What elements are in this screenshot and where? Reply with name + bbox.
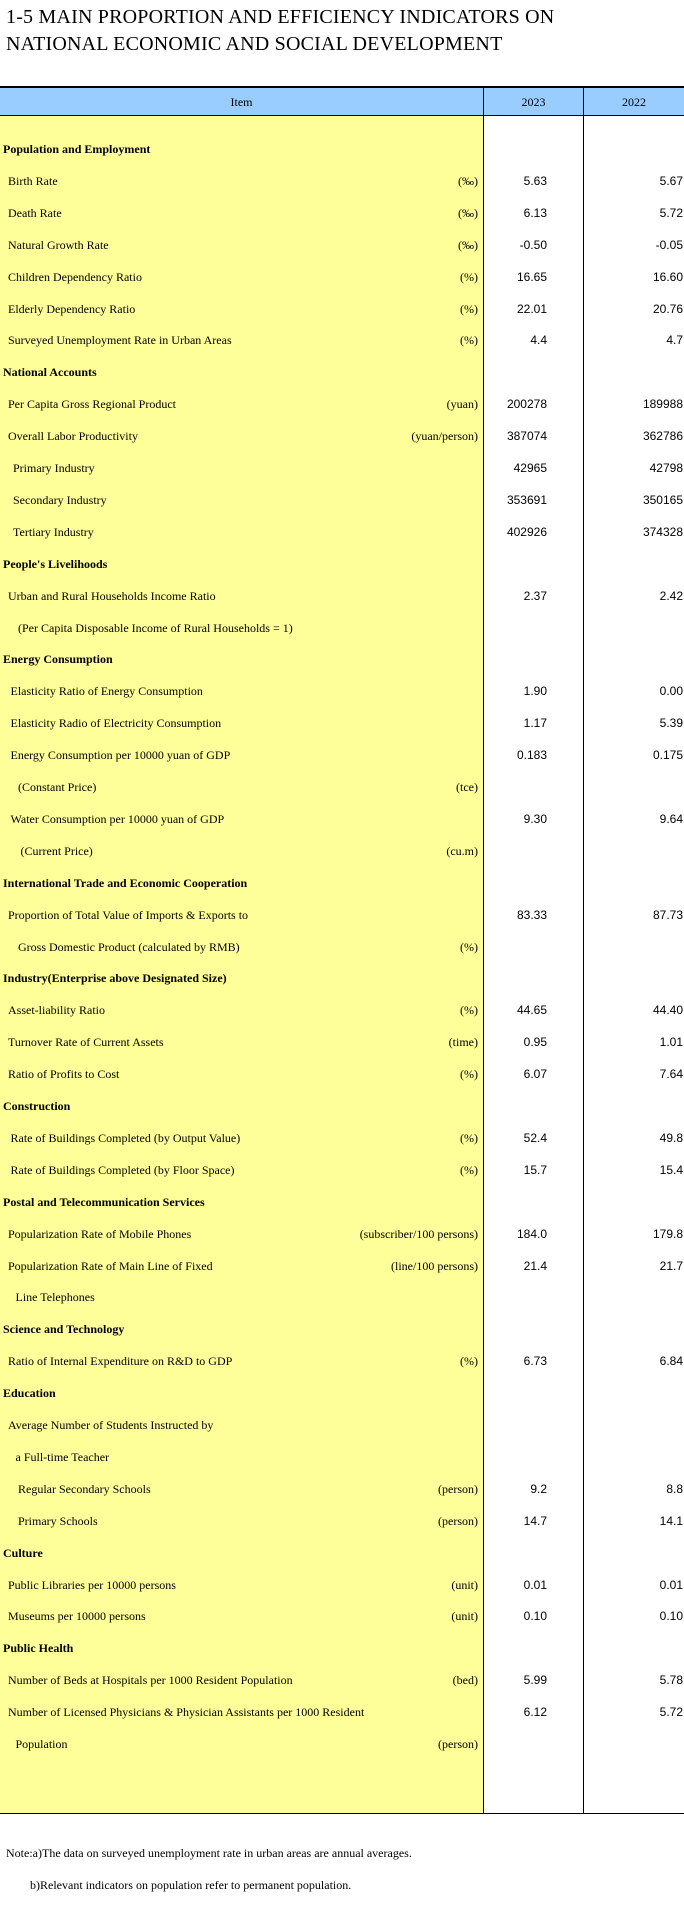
value-2022: 49.8 bbox=[659, 1130, 683, 1145]
section-header-row bbox=[0, 1537, 684, 1569]
indicator-unit: (‰) bbox=[458, 205, 478, 220]
indicator-label: Regular Secondary Schools bbox=[18, 1481, 151, 1496]
section-title: Culture bbox=[3, 1545, 43, 1560]
indicator-label: Average Number of Students Instructed by bbox=[8, 1418, 214, 1432]
indicator-label: Children Dependency Ratio bbox=[8, 269, 142, 284]
table-row bbox=[0, 1250, 684, 1282]
table-row bbox=[0, 484, 684, 516]
indicator-label: Urban and Rural Households Income Ratio bbox=[8, 588, 216, 603]
indicator-label: Ratio of Profits to Cost bbox=[8, 1067, 120, 1082]
value-2022: 189988 bbox=[642, 397, 683, 412]
value-2023: 6.13 bbox=[523, 205, 547, 220]
section-title: People's Livelihoods bbox=[3, 556, 108, 571]
indicator-unit: (%) bbox=[460, 1067, 478, 1082]
value-2023: 387074 bbox=[506, 429, 547, 444]
indicator-unit: (%) bbox=[460, 1162, 478, 1177]
indicator-label: Primary Schools bbox=[18, 1513, 98, 1528]
section-title: Construction bbox=[3, 1099, 71, 1113]
indicator-label: Line Telephones bbox=[15, 1290, 95, 1305]
indicator-label: Population bbox=[15, 1737, 68, 1751]
indicator-label: Museums per 10000 persons bbox=[8, 1609, 146, 1624]
section-title: Energy Consumption bbox=[3, 652, 113, 667]
value-2023: 200278 bbox=[506, 397, 547, 412]
section-header-row bbox=[0, 867, 684, 899]
table-row bbox=[0, 931, 684, 963]
indicator-label: Number of Beds at Hospitals per 1000 Resident Population bbox=[8, 1673, 293, 1688]
value-2023: 16.65 bbox=[516, 269, 547, 284]
section-header-row bbox=[0, 1632, 684, 1664]
footnote-a: Note:a)The data on surveyed unemployment rate in urban areas are annual averages. bbox=[6, 1846, 412, 1860]
indicator-label: (Per Capita Disposable Income of Rural Households = 1) bbox=[18, 620, 293, 635]
table-row bbox=[0, 707, 684, 739]
value-2023: -0.50 bbox=[519, 237, 547, 252]
value-2022: 42798 bbox=[649, 461, 683, 475]
indicator-label: Primary Industry bbox=[13, 461, 95, 475]
section-title: Postal and Telecommunication Services bbox=[3, 1194, 205, 1209]
value-2022: 1.01 bbox=[659, 1035, 683, 1050]
section-title: National Accounts bbox=[3, 365, 97, 380]
value-2023: 353691 bbox=[506, 492, 547, 507]
table-row bbox=[0, 739, 684, 771]
indicator-label: Birth Rate bbox=[8, 173, 58, 188]
value-2022: 8.8 bbox=[666, 1481, 683, 1496]
value-2022: 350165 bbox=[642, 492, 683, 507]
indicator-unit: (tce) bbox=[456, 780, 478, 794]
value-2022: 15.4 bbox=[659, 1162, 683, 1177]
value-2022: 5.72 bbox=[659, 205, 683, 220]
value-2022: 5.39 bbox=[659, 716, 683, 731]
section-title: Industry(Enterprise above Designated Size) bbox=[3, 971, 227, 986]
value-2023: 6.12 bbox=[523, 1705, 547, 1720]
value-2023: 52.4 bbox=[523, 1130, 547, 1145]
header-divider bbox=[583, 88, 584, 116]
value-2023: 9.2 bbox=[530, 1481, 547, 1496]
value-2023: 5.63 bbox=[523, 173, 547, 188]
section-title: Public Health bbox=[3, 1641, 74, 1656]
indicator-unit: (%) bbox=[460, 1003, 478, 1018]
indicator-label: Per Capita Gross Regional Product bbox=[8, 397, 176, 412]
table-row bbox=[0, 452, 684, 484]
indicator-label: Energy Consumption per 10000 yuan of GDP bbox=[10, 748, 231, 763]
section-header-row bbox=[0, 1186, 684, 1218]
table-row bbox=[0, 516, 684, 548]
value-2022: 44.40 bbox=[652, 1003, 683, 1018]
indicator-label: a Full-time Teacher bbox=[15, 1449, 110, 1464]
section-header-row bbox=[0, 133, 684, 165]
value-2022: 0.01 bbox=[659, 1577, 683, 1592]
indicator-unit: (person) bbox=[438, 1513, 478, 1528]
value-2022: 179.8 bbox=[652, 1226, 683, 1241]
table-row bbox=[0, 1122, 684, 1154]
value-2022: 0.10 bbox=[659, 1609, 683, 1624]
section-title: Population and Employment bbox=[3, 142, 151, 156]
indicator-label: (Current Price) bbox=[20, 843, 93, 858]
indicator-unit: (yuan/person) bbox=[411, 429, 478, 444]
page-title bbox=[6, 4, 554, 58]
value-2023: 42965 bbox=[513, 461, 547, 475]
table-row bbox=[0, 165, 684, 197]
indicator-unit: (‰) bbox=[458, 173, 478, 188]
header-year-2022: 2022 bbox=[622, 95, 646, 109]
value-2023: 44.65 bbox=[516, 1003, 547, 1018]
indicator-label: Number of Licensed Physicians & Physician Assistants per 1000 Resident bbox=[8, 1705, 365, 1720]
table-row bbox=[0, 1728, 684, 1760]
value-2022: 2.42 bbox=[659, 588, 683, 603]
value-2023: 5.99 bbox=[523, 1673, 547, 1688]
table-bottom-border bbox=[0, 1813, 684, 1814]
indicator-unit: (%) bbox=[460, 269, 478, 284]
indicator-unit: (unit) bbox=[451, 1577, 478, 1592]
indicator-label: Natural Growth Rate bbox=[8, 237, 109, 252]
value-2022: 362786 bbox=[642, 429, 683, 444]
indicator-unit: (%) bbox=[460, 301, 478, 316]
table-row bbox=[0, 1345, 684, 1377]
table-header bbox=[0, 86, 684, 116]
table-row bbox=[0, 1218, 684, 1250]
value-2022: 87.73 bbox=[652, 907, 683, 922]
table-row bbox=[0, 675, 684, 707]
table-row bbox=[0, 771, 684, 803]
indicators-table bbox=[0, 86, 684, 1814]
indicator-label: Public Libraries per 10000 persons bbox=[8, 1577, 176, 1592]
indicator-label: Popularization Rate of Main Line of Fixed bbox=[8, 1258, 213, 1273]
value-2023: 9.30 bbox=[523, 811, 547, 826]
table-row bbox=[0, 835, 684, 867]
value-2022: 20.76 bbox=[652, 301, 683, 316]
section-title: Science and Technology bbox=[3, 1322, 125, 1337]
value-2023: 2.37 bbox=[523, 588, 547, 603]
value-2023: 1.90 bbox=[523, 684, 547, 699]
indicator-label: Elderly Dependency Ratio bbox=[8, 301, 136, 316]
indicator-label: Popularization Rate of Mobile Phones bbox=[8, 1226, 192, 1241]
table-row bbox=[0, 899, 684, 931]
indicator-label: Elasticity Radio of Electricity Consumption bbox=[10, 716, 222, 731]
value-2023: 0.01 bbox=[523, 1577, 547, 1592]
table-row bbox=[0, 612, 684, 644]
header-year-2023: 2023 bbox=[521, 95, 546, 109]
value-2022: 0.175 bbox=[652, 748, 683, 763]
table-row bbox=[0, 1154, 684, 1186]
indicator-label: Water Consumption per 10000 yuan of GDP bbox=[10, 811, 225, 826]
indicator-unit: (unit) bbox=[451, 1609, 478, 1624]
header-divider bbox=[483, 88, 484, 116]
indicator-unit: (person) bbox=[438, 1737, 478, 1751]
table-row bbox=[0, 1505, 684, 1537]
section-header-row bbox=[0, 1313, 684, 1345]
indicator-label: (Constant Price) bbox=[18, 780, 97, 794]
indicator-label: Elasticity Ratio of Energy Consumption bbox=[10, 684, 203, 699]
header-item: Item bbox=[230, 95, 253, 109]
value-2023: 4.4 bbox=[530, 333, 547, 348]
table-row bbox=[0, 1281, 684, 1313]
indicator-label: Secondary Industry bbox=[13, 492, 107, 507]
indicator-label: Rate of Buildings Completed (by Output Value) bbox=[10, 1130, 241, 1145]
value-2023: 0.95 bbox=[523, 1035, 547, 1050]
value-2022: 0.00 bbox=[659, 684, 683, 699]
value-2022: 9.64 bbox=[659, 811, 683, 826]
table-row bbox=[0, 324, 684, 356]
table-row bbox=[0, 261, 684, 293]
table-row bbox=[0, 1664, 684, 1696]
section-title: International Trade and Economic Cooperation bbox=[3, 875, 248, 890]
indicator-unit: (‰) bbox=[458, 237, 478, 252]
table-row bbox=[0, 197, 684, 229]
value-2022: 6.84 bbox=[659, 1354, 683, 1369]
section-title: Education bbox=[3, 1386, 56, 1401]
indicator-label: Rate of Buildings Completed (by Floor Space) bbox=[10, 1162, 235, 1177]
value-2023: 0.183 bbox=[516, 748, 547, 763]
value-2023: 83.33 bbox=[516, 907, 547, 922]
table-row bbox=[0, 229, 684, 261]
table-row bbox=[0, 1600, 684, 1632]
table-row bbox=[0, 1696, 684, 1728]
value-2023: 14.7 bbox=[523, 1513, 547, 1528]
value-2023: 184.0 bbox=[516, 1226, 547, 1241]
indicator-unit: (%) bbox=[460, 1130, 478, 1145]
value-2023: 1.17 bbox=[523, 716, 547, 731]
section-header-row bbox=[0, 356, 684, 388]
value-2022: 14.1 bbox=[659, 1513, 683, 1528]
indicator-unit: (%) bbox=[460, 1354, 478, 1369]
table-row bbox=[0, 1409, 684, 1441]
table-row bbox=[0, 1473, 684, 1505]
section-header-row bbox=[0, 548, 684, 580]
table-row bbox=[0, 1569, 684, 1601]
title-line-2: NATIONAL ECONOMIC AND SOCIAL DEVELOPMENT bbox=[6, 33, 503, 55]
indicator-label: Ratio of Internal Expenditure on R&D to GDP bbox=[8, 1354, 233, 1369]
table-row bbox=[0, 580, 684, 612]
indicator-unit: (subscriber/100 persons) bbox=[359, 1226, 478, 1241]
value-2023: 6.73 bbox=[523, 1354, 547, 1369]
value-2022: -0.05 bbox=[655, 237, 683, 252]
value-2022: 5.72 bbox=[659, 1705, 683, 1720]
indicator-unit: (%) bbox=[460, 939, 478, 954]
value-2023: 15.7 bbox=[523, 1162, 547, 1177]
section-header-row bbox=[0, 962, 684, 994]
value-2023: 22.01 bbox=[516, 301, 547, 316]
value-2022: 5.78 bbox=[659, 1673, 683, 1688]
indicator-unit: (time) bbox=[448, 1035, 478, 1050]
section-header-row bbox=[0, 643, 684, 675]
table-row bbox=[0, 994, 684, 1026]
value-2023: 0.10 bbox=[523, 1609, 547, 1624]
indicator-unit: (person) bbox=[438, 1481, 478, 1496]
indicator-label: Proportion of Total Value of Imports & Exports to bbox=[8, 907, 249, 922]
table-row bbox=[0, 803, 684, 835]
table-row bbox=[0, 1441, 684, 1473]
table-row bbox=[0, 420, 684, 452]
footnote-b: b)Relevant indicators on population refer to permanent population. bbox=[30, 1878, 352, 1892]
indicator-label: Death Rate bbox=[8, 205, 62, 220]
value-2023: 6.07 bbox=[523, 1067, 547, 1082]
table-row bbox=[0, 1026, 684, 1058]
value-2022: 16.60 bbox=[652, 269, 683, 284]
indicator-label: Gross Domestic Product (calculated by RMB) bbox=[18, 939, 240, 954]
value-2023: 402926 bbox=[506, 524, 547, 539]
indicator-label: Asset-liability Ratio bbox=[8, 1003, 105, 1018]
value-2022: 7.64 bbox=[659, 1067, 683, 1082]
indicator-label: Turnover Rate of Current Assets bbox=[8, 1035, 164, 1050]
indicator-unit: (bed) bbox=[452, 1673, 478, 1688]
indicator-unit: (yuan) bbox=[446, 397, 478, 412]
value-2022: 374328 bbox=[642, 524, 683, 539]
section-header-row bbox=[0, 1090, 684, 1122]
indicator-label: Tertiary Industry bbox=[13, 524, 94, 539]
table-row bbox=[0, 293, 684, 325]
section-header-row bbox=[0, 1377, 684, 1409]
table-row bbox=[0, 1058, 684, 1090]
value-2022: 5.67 bbox=[659, 173, 683, 188]
indicator-unit: (line/100 persons) bbox=[391, 1258, 478, 1273]
value-2023: 21.4 bbox=[523, 1258, 547, 1273]
table-row bbox=[0, 388, 684, 420]
value-2022: 21.7 bbox=[659, 1258, 683, 1273]
indicator-label: Overall Labor Productivity bbox=[8, 429, 138, 444]
indicator-unit: (%) bbox=[460, 333, 478, 348]
value-2022: 4.7 bbox=[666, 333, 683, 348]
title-line-1: 1-5 MAIN PROPORTION AND EFFICIENCY INDICATORS ON bbox=[6, 6, 555, 28]
indicator-unit: (cu.m) bbox=[446, 843, 478, 858]
indicator-label: Surveyed Unemployment Rate in Urban Areas bbox=[8, 333, 232, 348]
